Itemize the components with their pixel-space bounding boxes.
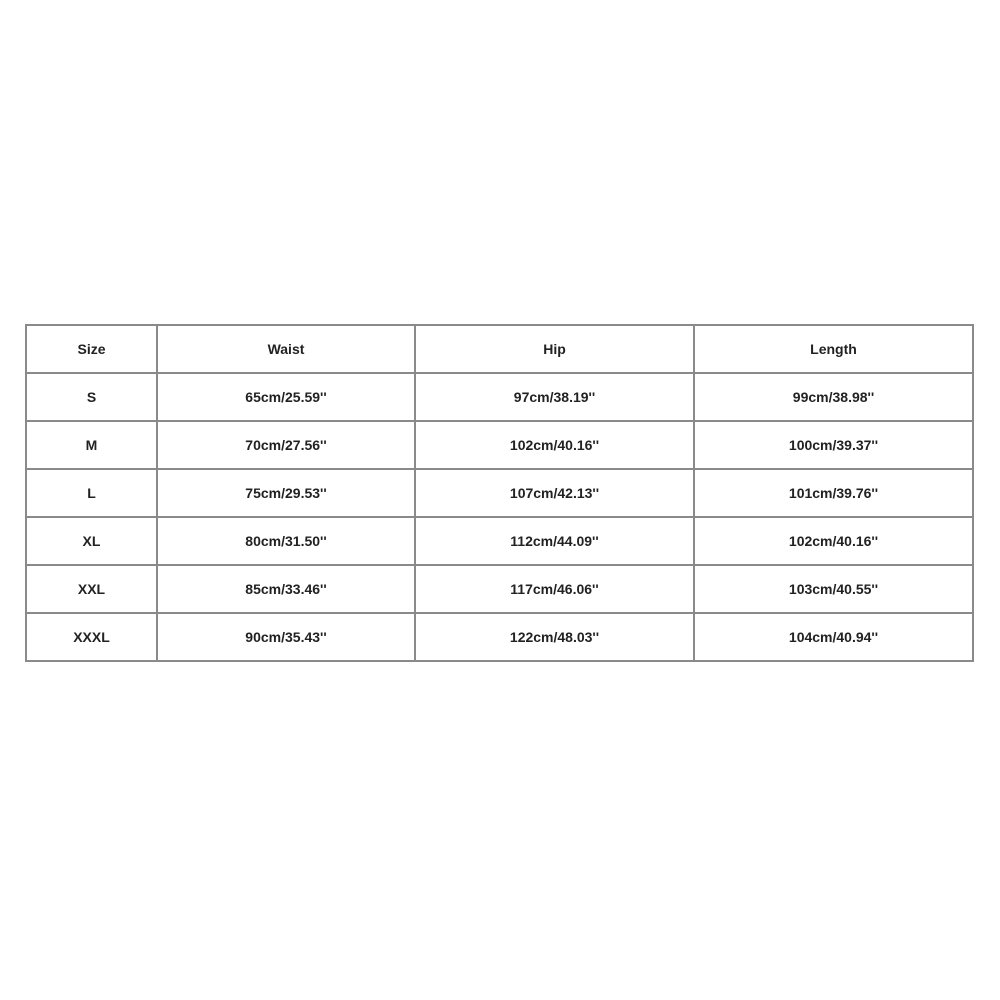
cell-waist: 85cm/33.46'' [157, 565, 415, 613]
header-waist: Waist [157, 325, 415, 373]
header-hip: Hip [415, 325, 694, 373]
cell-hip: 107cm/42.13'' [415, 469, 694, 517]
cell-length: 104cm/40.94'' [694, 613, 973, 661]
size-chart-table [25, 324, 974, 662]
cell-waist: 90cm/35.43'' [157, 613, 415, 661]
table-row [26, 469, 973, 517]
table-row [26, 613, 973, 661]
cell-size: S [26, 373, 157, 421]
cell-waist: 80cm/31.50'' [157, 517, 415, 565]
cell-size: XXXL [26, 613, 157, 661]
header-length: Length [694, 325, 973, 373]
header-size: Size [26, 325, 157, 373]
cell-hip: 112cm/44.09'' [415, 517, 694, 565]
table-row [26, 517, 973, 565]
cell-length: 100cm/39.37'' [694, 421, 973, 469]
cell-size: L [26, 469, 157, 517]
cell-length: 101cm/39.76'' [694, 469, 973, 517]
table-row [26, 373, 973, 421]
table-header-row [26, 325, 973, 373]
cell-hip: 117cm/46.06'' [415, 565, 694, 613]
table-row [26, 421, 973, 469]
cell-hip: 102cm/40.16'' [415, 421, 694, 469]
cell-waist: 70cm/27.56'' [157, 421, 415, 469]
cell-hip: 97cm/38.19'' [415, 373, 694, 421]
cell-size: M [26, 421, 157, 469]
cell-size: XL [26, 517, 157, 565]
cell-hip: 122cm/48.03'' [415, 613, 694, 661]
cell-waist: 65cm/25.59'' [157, 373, 415, 421]
cell-size: XXL [26, 565, 157, 613]
table-row [26, 565, 973, 613]
cell-length: 102cm/40.16'' [694, 517, 973, 565]
cell-length: 99cm/38.98'' [694, 373, 973, 421]
cell-waist: 75cm/29.53'' [157, 469, 415, 517]
cell-length: 103cm/40.55'' [694, 565, 973, 613]
